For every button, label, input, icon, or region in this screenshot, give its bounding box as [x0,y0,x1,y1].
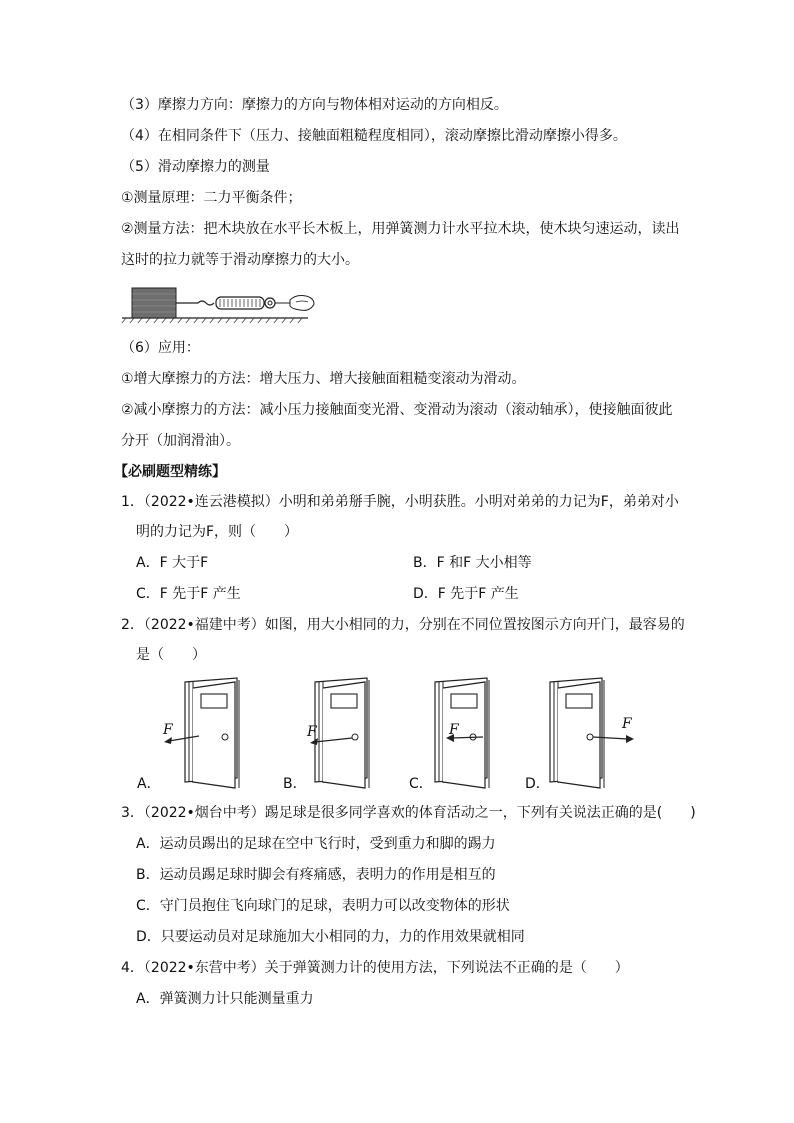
q3-option-d: D．只要运动员对足球施加大小相同的力，力的作用效果就相同 [136,929,525,945]
q2-label-d: D． [525,776,550,792]
application-decrease-line1: ②减小摩擦力的方法：减小压力接触面变光滑、变滑动为滚动（滚动轴承），使接触面彼此 [121,402,673,418]
item-principle: ①测量原理：二力平衡条件； [121,190,302,206]
q2-stem-line1: 2．（2022•福建中考）如图，用大小相同的力，分别在不同位置按图示方向开门，最容易的 [121,617,685,633]
item-direction: （3）摩擦力方向：摩擦力的方向与物体相对运动的方向相反。 [121,97,508,113]
q3-stem: 3．（2022•烟台中考）踢足球是很多同学喜欢的体育活动之一，下列有关说法正确的是( ) [121,805,696,821]
application-increase: ①增大摩擦力的方法：增大压力、增大接触面粗糙变滚动为滑动。 [121,371,526,387]
item-rolling: （4）在相同条件下（压力、接触面粗糙程度相同），滚动摩擦比滑动摩擦小得多。 [121,128,627,144]
q3-option-b: B．运动员踢足球时脚会有疼痛感，表明力的作用是相互的 [136,867,496,883]
force-label-b: F [307,724,317,740]
q1-stem-line2: 明的力记为F，则（ ） [136,524,299,540]
q1-option-a: A．F 大于F [136,555,209,571]
door-figure-a [155,674,250,794]
q3-option-a: A．运动员踢出的足球在空中飞行时，受到重力和脚的踢力 [136,836,496,852]
q2-label-c: C． [409,776,433,792]
practice-heading: 【必刷题型精练】 [114,464,226,480]
q1-option-b: B．F 和F 大小相等 [413,555,532,571]
force-label-d: F [622,716,632,732]
item-method-line2: 这时的拉力就等于滑动摩擦力的大小。 [121,252,359,268]
q2-stem-line2: 是（ ） [136,647,206,663]
friction-measurement-figure [120,282,330,324]
q2-label-b: B． [283,776,307,792]
force-label-c: F [449,722,459,738]
item-measurement-heading: （5）滑动摩擦力的测量 [121,159,270,175]
q1-stem-line1: 1．（2022•连云港模拟）小明和弟弟掰手腕，小明获胜。小明对弟弟的力记为F，弟弟对小 [121,494,679,510]
q1-option-c: C．F 先于F 产生 [136,586,241,602]
item-method-line1: ②测量方法：把木块放在水平长木板上，用弹簧测力计水平拉木块，使木块匀速运动，读出 [121,221,680,237]
q4-stem: 4．（2022•东营中考）关于弹簧测力计的使用方法，下列说法不正确的是（ ） [121,960,629,976]
q4-option-a: A．弹簧测力计只能测量重力 [136,991,314,1007]
q3-option-c: C．守门员抱住飞向球门的足球，表明力可以改变物体的形状 [136,898,510,914]
application-decrease-line2: 分开（加润滑油）。 [121,433,240,449]
force-label-a: F [163,722,173,738]
q1-option-d: D．F 先于F 产生 [413,586,519,602]
q2-label-a: A． [137,776,161,792]
wood-block [132,288,176,318]
hand-icon [290,296,314,311]
application-heading: （6）应用： [121,340,200,356]
